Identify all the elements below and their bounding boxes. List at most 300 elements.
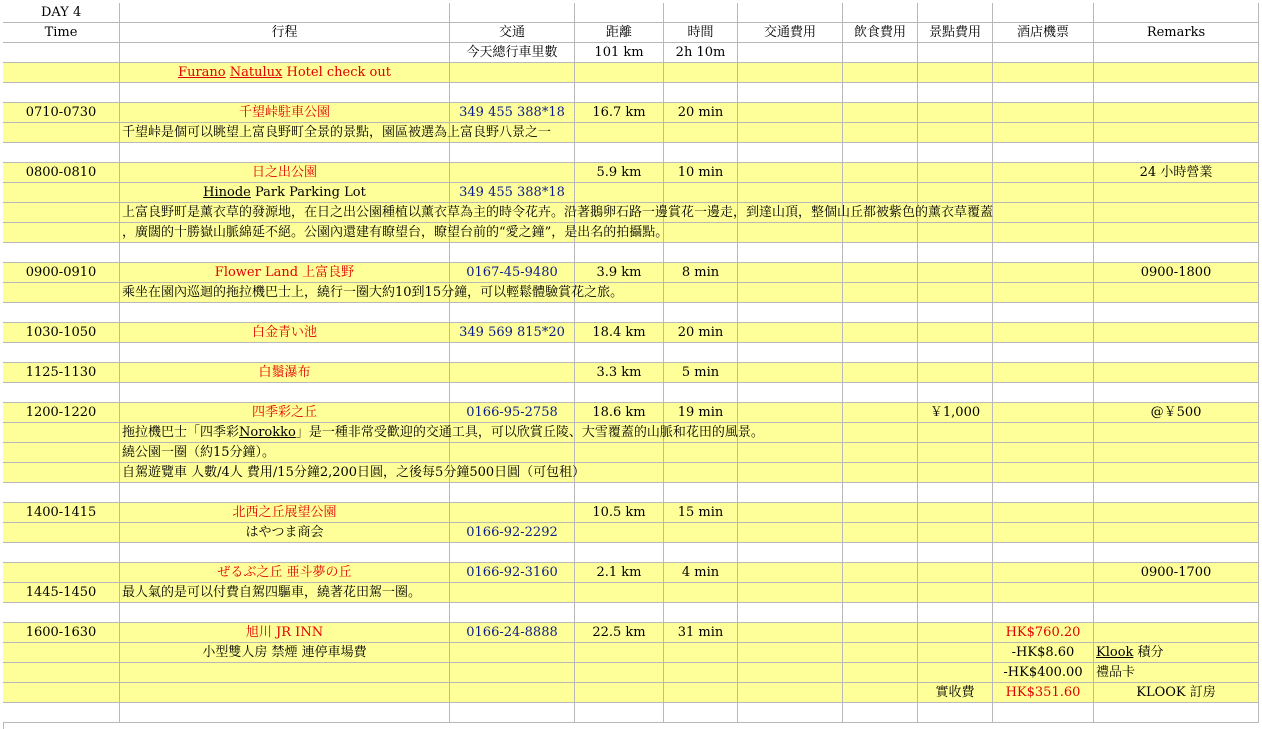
cell[interactable] <box>120 3 450 23</box>
cell[interactable] <box>1094 443 1259 463</box>
cell[interactable] <box>1094 163 1259 183</box>
cell[interactable] <box>993 203 1094 223</box>
cell[interactable] <box>993 83 1094 103</box>
cell[interactable] <box>918 603 993 623</box>
cell[interactable] <box>1094 283 1259 303</box>
cell[interactable] <box>3 663 120 683</box>
cell[interactable] <box>1094 683 1259 703</box>
cell[interactable] <box>664 643 738 663</box>
cell[interactable] <box>120 463 586 483</box>
cell[interactable] <box>1094 583 1259 603</box>
cell[interactable] <box>450 443 575 463</box>
cell[interactable] <box>738 363 843 383</box>
cell[interactable] <box>575 3 664 23</box>
cell[interactable] <box>1094 543 1259 563</box>
cell[interactable] <box>664 503 738 523</box>
cell[interactable] <box>1094 603 1259 623</box>
cell[interactable] <box>1094 363 1259 383</box>
cell[interactable] <box>1094 263 1259 283</box>
cell[interactable] <box>993 63 1094 83</box>
cell[interactable] <box>664 583 738 603</box>
cell[interactable] <box>575 383 664 403</box>
cell[interactable] <box>450 163 575 183</box>
day-cell[interactable] <box>3 3 120 23</box>
cell[interactable] <box>993 323 1094 343</box>
cell[interactable] <box>120 103 450 123</box>
cell[interactable] <box>738 183 843 203</box>
cell[interactable] <box>3 343 120 363</box>
cell[interactable] <box>1094 183 1259 203</box>
cell[interactable] <box>993 683 1094 703</box>
cell[interactable] <box>1094 143 1259 163</box>
cell[interactable] <box>1094 103 1259 123</box>
cell[interactable] <box>120 243 450 263</box>
cell[interactable] <box>120 343 450 363</box>
cell[interactable] <box>738 83 843 103</box>
cell[interactable] <box>918 503 993 523</box>
header-scenery-cost[interactable]: 景點費用 <box>918 23 993 43</box>
cell[interactable] <box>120 163 450 183</box>
cell[interactable] <box>664 523 738 543</box>
cell[interactable] <box>843 703 918 723</box>
header-itinerary[interactable]: 行程 <box>120 23 450 43</box>
cell[interactable] <box>3 63 120 83</box>
cell[interactable] <box>993 663 1094 683</box>
cell[interactable] <box>575 403 664 423</box>
cell[interactable] <box>1094 423 1259 443</box>
cell[interactable] <box>575 443 664 463</box>
cell[interactable] <box>450 503 575 523</box>
cell[interactable] <box>1094 663 1259 683</box>
cell[interactable] <box>918 323 993 343</box>
cell[interactable] <box>918 223 993 243</box>
cell[interactable] <box>664 443 738 463</box>
cell[interactable] <box>993 223 1094 243</box>
cell[interactable] <box>575 683 664 703</box>
cell[interactable] <box>120 363 450 383</box>
cell[interactable] <box>664 683 738 703</box>
cell[interactable] <box>738 583 843 603</box>
cell[interactable] <box>738 443 843 463</box>
cell[interactable] <box>120 423 764 443</box>
cell[interactable] <box>3 503 120 523</box>
cell[interactable] <box>843 643 918 663</box>
cell[interactable] <box>664 103 738 123</box>
cell[interactable] <box>1094 483 1259 503</box>
cell[interactable] <box>664 303 738 323</box>
cell[interactable] <box>120 83 450 103</box>
cell[interactable] <box>843 83 918 103</box>
cell[interactable] <box>3 163 120 183</box>
cell[interactable] <box>918 663 993 683</box>
cell[interactable] <box>918 343 993 363</box>
cell[interactable] <box>120 43 450 63</box>
cell[interactable] <box>120 483 450 503</box>
header-duration[interactable]: 時間 <box>664 23 738 43</box>
cell[interactable] <box>575 363 664 383</box>
cell[interactable] <box>575 623 664 643</box>
cell[interactable] <box>918 523 993 543</box>
cell[interactable] <box>993 43 1094 63</box>
cell[interactable] <box>918 623 993 643</box>
cell[interactable] <box>575 303 664 323</box>
cell[interactable] <box>575 563 664 583</box>
cell[interactable] <box>664 223 738 243</box>
cell[interactable] <box>664 183 738 203</box>
cell[interactable] <box>738 63 843 83</box>
cell[interactable] <box>738 563 843 583</box>
cell[interactable] <box>993 103 1094 123</box>
cell[interactable] <box>1094 623 1259 643</box>
cell[interactable] <box>120 223 669 243</box>
cell[interactable] <box>1094 3 1259 23</box>
cell[interactable] <box>120 143 450 163</box>
cell[interactable] <box>120 403 450 423</box>
cell[interactable] <box>3 543 120 563</box>
cell[interactable] <box>993 263 1094 283</box>
cell[interactable] <box>1094 63 1259 83</box>
cell[interactable] <box>3 423 120 443</box>
cell[interactable] <box>993 523 1094 543</box>
cell[interactable] <box>918 3 993 23</box>
cell[interactable] <box>843 103 918 123</box>
cell[interactable] <box>120 283 624 303</box>
cell[interactable] <box>738 223 843 243</box>
cell[interactable] <box>738 503 843 523</box>
cell[interactable] <box>843 523 918 543</box>
cell[interactable] <box>843 303 918 323</box>
cell[interactable] <box>738 163 843 183</box>
cell[interactable] <box>575 603 664 623</box>
cell[interactable] <box>918 563 993 583</box>
cell[interactable] <box>843 263 918 283</box>
cell[interactable] <box>918 283 993 303</box>
cell[interactable] <box>450 183 575 203</box>
header-food-cost[interactable]: 飲食費用 <box>843 23 918 43</box>
cell[interactable] <box>120 263 450 283</box>
cell[interactable] <box>1094 523 1259 543</box>
cell[interactable] <box>664 563 738 583</box>
cell[interactable] <box>843 483 918 503</box>
cell[interactable] <box>843 43 918 63</box>
cell[interactable] <box>738 3 843 23</box>
cell[interactable] <box>1094 243 1259 263</box>
cell[interactable] <box>738 143 843 163</box>
cell[interactable] <box>120 603 450 623</box>
cell[interactable] <box>993 363 1094 383</box>
cell[interactable] <box>843 63 918 83</box>
cell[interactable] <box>738 343 843 363</box>
cell[interactable] <box>993 583 1094 603</box>
cell[interactable] <box>575 63 664 83</box>
cell[interactable] <box>3 683 120 703</box>
cell[interactable] <box>450 63 575 83</box>
cell[interactable] <box>3 223 120 243</box>
cell[interactable] <box>664 463 738 483</box>
cell[interactable] <box>1094 383 1259 403</box>
cell[interactable] <box>575 123 664 143</box>
cell[interactable] <box>918 163 993 183</box>
cell[interactable] <box>664 383 738 403</box>
cell[interactable] <box>450 323 575 343</box>
cell[interactable] <box>843 323 918 343</box>
cell[interactable] <box>3 203 120 223</box>
cell[interactable] <box>1094 503 1259 523</box>
cell[interactable] <box>575 323 664 343</box>
cell[interactable] <box>575 583 664 603</box>
cell[interactable] <box>993 403 1094 423</box>
cell[interactable] <box>738 623 843 643</box>
cell[interactable] <box>918 583 993 603</box>
cell[interactable] <box>843 503 918 523</box>
cell[interactable] <box>575 483 664 503</box>
cell[interactable] <box>918 383 993 403</box>
cell[interactable] <box>120 543 450 563</box>
cell[interactable] <box>3 243 120 263</box>
cell[interactable] <box>918 83 993 103</box>
cell[interactable] <box>738 683 843 703</box>
cell[interactable] <box>993 123 1094 143</box>
cell[interactable] <box>1094 223 1259 243</box>
cell[interactable] <box>664 283 738 303</box>
cell[interactable] <box>993 243 1094 263</box>
header-transport[interactable]: 交通 <box>450 23 575 43</box>
cell[interactable] <box>575 643 664 663</box>
cell[interactable] <box>664 603 738 623</box>
cell[interactable] <box>3 283 120 303</box>
cell[interactable] <box>575 263 664 283</box>
cell[interactable] <box>738 523 843 543</box>
cell[interactable] <box>3 383 120 403</box>
cell[interactable] <box>120 583 450 603</box>
cell[interactable] <box>3 603 120 623</box>
cell[interactable] <box>738 283 843 303</box>
cell[interactable] <box>843 543 918 563</box>
cell[interactable] <box>1094 563 1259 583</box>
cell[interactable] <box>738 323 843 343</box>
cell[interactable] <box>450 343 575 363</box>
cell[interactable] <box>843 383 918 403</box>
cell[interactable] <box>450 363 575 383</box>
cell[interactable] <box>120 523 450 543</box>
cell[interactable] <box>664 43 738 63</box>
cell[interactable] <box>575 663 664 683</box>
cell[interactable] <box>450 483 575 503</box>
cell[interactable] <box>918 243 993 263</box>
cell[interactable] <box>3 183 120 203</box>
cell[interactable] <box>843 603 918 623</box>
cell[interactable] <box>3 523 120 543</box>
header-distance[interactable]: 距離 <box>575 23 664 43</box>
cell[interactable] <box>120 683 450 703</box>
cell[interactable] <box>843 563 918 583</box>
cell[interactable] <box>450 583 575 603</box>
cell[interactable] <box>993 423 1094 443</box>
cell[interactable] <box>918 403 993 423</box>
cell[interactable] <box>450 103 575 123</box>
cell[interactable] <box>843 3 918 23</box>
cell[interactable] <box>120 623 450 643</box>
cell[interactable] <box>664 543 738 563</box>
header-remarks[interactable]: Remarks <box>1094 23 1259 43</box>
cell[interactable] <box>120 503 450 523</box>
cell[interactable] <box>993 543 1094 563</box>
cell[interactable] <box>1094 463 1259 483</box>
cell[interactable] <box>843 663 918 683</box>
cell[interactable] <box>3 643 120 663</box>
cell[interactable] <box>3 483 120 503</box>
cell[interactable] <box>738 403 843 423</box>
cell[interactable] <box>664 323 738 343</box>
cell[interactable] <box>918 483 993 503</box>
cell[interactable] <box>1094 303 1259 323</box>
cell[interactable] <box>664 363 738 383</box>
cell[interactable] <box>993 703 1094 723</box>
cell[interactable] <box>993 143 1094 163</box>
cell[interactable] <box>918 103 993 123</box>
cell[interactable] <box>450 623 575 643</box>
cell[interactable] <box>1094 643 1259 663</box>
cell[interactable] <box>993 443 1094 463</box>
cell[interactable] <box>918 123 993 143</box>
cell[interactable] <box>993 3 1094 23</box>
cell[interactable] <box>450 243 575 263</box>
cell[interactable] <box>738 383 843 403</box>
cell[interactable] <box>575 83 664 103</box>
cell[interactable] <box>3 623 120 643</box>
cell[interactable] <box>1094 703 1259 723</box>
cell[interactable] <box>450 643 575 663</box>
cell[interactable] <box>1094 203 1259 223</box>
cell[interactable] <box>575 163 664 183</box>
cell[interactable] <box>738 483 843 503</box>
cell[interactable] <box>664 243 738 263</box>
cell[interactable] <box>575 183 664 203</box>
cell[interactable] <box>843 183 918 203</box>
cell[interactable] <box>3 103 120 123</box>
cell[interactable] <box>993 623 1094 643</box>
cell[interactable] <box>918 63 993 83</box>
cell[interactable] <box>575 103 664 123</box>
cell[interactable] <box>450 563 575 583</box>
cell[interactable] <box>450 263 575 283</box>
cell[interactable] <box>3 123 120 143</box>
cell[interactable] <box>1094 323 1259 343</box>
cell[interactable] <box>575 703 664 723</box>
cell[interactable] <box>450 603 575 623</box>
cell[interactable] <box>738 243 843 263</box>
cell[interactable] <box>450 683 575 703</box>
cell[interactable] <box>450 663 575 683</box>
cell[interactable] <box>120 563 450 583</box>
cell[interactable] <box>843 683 918 703</box>
cell[interactable] <box>664 623 738 643</box>
cell[interactable] <box>843 143 918 163</box>
cell[interactable] <box>120 383 450 403</box>
cell[interactable] <box>993 183 1094 203</box>
cell[interactable] <box>843 163 918 183</box>
cell[interactable] <box>843 363 918 383</box>
cell[interactable] <box>918 543 993 563</box>
cell[interactable] <box>450 43 575 63</box>
cell[interactable] <box>918 183 993 203</box>
cell[interactable] <box>738 103 843 123</box>
cell[interactable] <box>918 363 993 383</box>
cell[interactable] <box>664 663 738 683</box>
cell[interactable] <box>664 403 738 423</box>
cell[interactable] <box>664 483 738 503</box>
cell[interactable] <box>918 263 993 283</box>
cell[interactable] <box>843 463 918 483</box>
cell[interactable] <box>993 603 1094 623</box>
cell[interactable] <box>3 443 120 463</box>
cell[interactable] <box>664 343 738 363</box>
cell[interactable] <box>3 83 120 103</box>
cell[interactable] <box>918 443 993 463</box>
cell[interactable] <box>738 643 843 663</box>
cell[interactable] <box>738 263 843 283</box>
cell[interactable] <box>1094 43 1259 63</box>
cell[interactable] <box>918 703 993 723</box>
header-transport-cost[interactable]: 交通費用 <box>738 23 843 43</box>
cell[interactable] <box>993 503 1094 523</box>
cell[interactable] <box>843 223 918 243</box>
cell[interactable] <box>120 443 450 463</box>
cell[interactable] <box>3 323 120 343</box>
cell[interactable] <box>843 443 918 463</box>
cell[interactable] <box>450 383 575 403</box>
cell[interactable] <box>664 163 738 183</box>
cell[interactable] <box>738 43 843 63</box>
cell[interactable] <box>664 703 738 723</box>
cell[interactable] <box>738 703 843 723</box>
cell[interactable] <box>738 463 843 483</box>
cell[interactable] <box>575 243 664 263</box>
cell[interactable] <box>843 583 918 603</box>
cell[interactable] <box>738 543 843 563</box>
cell[interactable] <box>738 663 843 683</box>
cell[interactable] <box>120 323 450 343</box>
cell[interactable] <box>3 363 120 383</box>
cell[interactable] <box>450 703 575 723</box>
cell[interactable] <box>993 343 1094 363</box>
cell[interactable] <box>738 123 843 143</box>
cell[interactable] <box>918 43 993 63</box>
cell[interactable] <box>3 703 120 723</box>
cell[interactable] <box>575 543 664 563</box>
cell[interactable] <box>575 503 664 523</box>
cell[interactable] <box>3 463 120 483</box>
cell[interactable] <box>3 563 120 583</box>
cell[interactable] <box>993 283 1094 303</box>
cell[interactable] <box>993 563 1094 583</box>
cell[interactable] <box>575 143 664 163</box>
cell[interactable] <box>993 383 1094 403</box>
cell[interactable] <box>3 403 120 423</box>
cell[interactable] <box>664 63 738 83</box>
cell[interactable] <box>3 263 120 283</box>
cell[interactable] <box>843 423 918 443</box>
cell[interactable] <box>1094 123 1259 143</box>
cell[interactable] <box>918 143 993 163</box>
cell[interactable] <box>575 343 664 363</box>
cell[interactable] <box>450 3 575 23</box>
cell[interactable] <box>993 163 1094 183</box>
cell[interactable] <box>843 283 918 303</box>
cell[interactable] <box>664 143 738 163</box>
cell[interactable] <box>450 543 575 563</box>
cell[interactable] <box>1094 343 1259 363</box>
